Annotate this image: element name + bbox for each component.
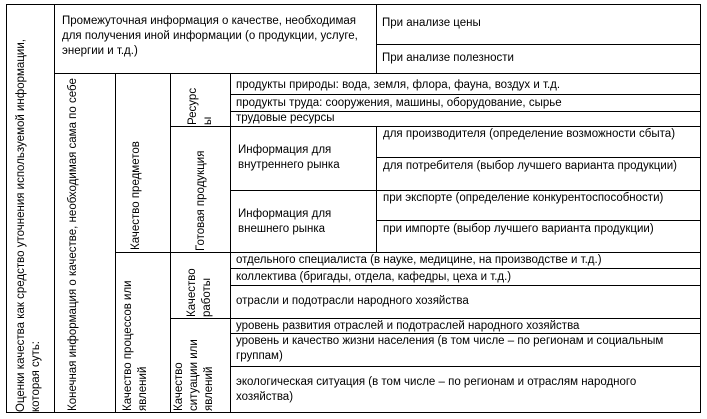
divider-final-top xyxy=(54,73,701,74)
border-bottom xyxy=(6,412,701,413)
final-info-label: Конечная информация о качестве, необходимая сама по себе xyxy=(67,78,79,411)
situation-ecology: экологическая ситуация (в том числе – по регионам и отраслям народного хозяйства) xyxy=(236,376,637,403)
work-team: коллектива (бригады, отдела, кафедры, цеха и т.д.) xyxy=(236,271,512,283)
work-quality-label: Качество работы xyxy=(186,268,213,317)
internal-consumer: для потребителя (выбор лучшего варианта продукции) xyxy=(383,160,678,172)
situation-industry: уровень развития отраслей и подотраслей народного хозяйства xyxy=(236,320,580,332)
border-left xyxy=(6,4,7,413)
external-export: при экспорте (определение конкурентоспособности) xyxy=(383,192,664,204)
border-right xyxy=(700,4,701,413)
situation-quality-label: Качество ситуации или явлений xyxy=(173,339,215,411)
divider-col3 xyxy=(170,73,171,413)
border-top xyxy=(6,4,701,5)
intermediate-info-label: Промежуточная информация о качестве, необходимая для получения иной информации (о продукции, услуге, энергии и т.д.) xyxy=(62,15,358,57)
divider-col1 xyxy=(54,4,55,413)
divider-intermediate xyxy=(376,4,377,73)
external-market-label: Информация для внешнего рынка xyxy=(238,208,332,235)
internal-market-label: Информация для внутреннего рынка xyxy=(238,144,340,171)
divider-int-items xyxy=(376,157,701,158)
work-specialist: отдельного специалиста (в науке, медицине, на производстве и т.д.) xyxy=(236,254,602,266)
resource-nature: продукты природы: вода, земля, флора, фауна, воздух и т.д. xyxy=(236,79,561,91)
resources-label: Ресурсы xyxy=(187,87,214,125)
situation-living: уровень и качество жизни населения (в том числе – по регионам и социальным группам) xyxy=(236,335,664,362)
divider-intermediate-items xyxy=(376,44,701,45)
divider-work-2 xyxy=(230,285,701,286)
resource-human: трудовые ресурсы xyxy=(236,112,335,124)
utility-analysis: При анализе полезности xyxy=(382,52,514,64)
divider-sit-2 xyxy=(230,366,701,367)
divider-res-1 xyxy=(230,94,701,95)
outer-label: Оценки качества как средство уточнения используемой информации, которая суть: xyxy=(15,39,42,412)
divider-products xyxy=(376,126,377,252)
divider-col2 xyxy=(115,73,116,413)
divider-col4 xyxy=(230,73,231,413)
work-industry: отрасли и подотрасли народного хозяйства xyxy=(236,295,469,307)
divider-ext-items xyxy=(376,220,701,221)
resource-labor-products: продукты труда: сооружения, машины, оборудование, сырье xyxy=(236,97,562,109)
external-import: при импорте (выбор лучшего варианта продукции) xyxy=(383,223,654,235)
objects-quality-label: Качество предметов xyxy=(130,141,142,250)
processes-quality-label: Качество процессов или явлений xyxy=(122,280,149,411)
price-analysis: При анализе цены xyxy=(382,17,481,29)
divider-work-1 xyxy=(230,268,701,269)
internal-producer: для производителя (определение возможности сбыта) xyxy=(383,128,676,140)
finished-products-label: Готовая продукция xyxy=(195,150,207,251)
